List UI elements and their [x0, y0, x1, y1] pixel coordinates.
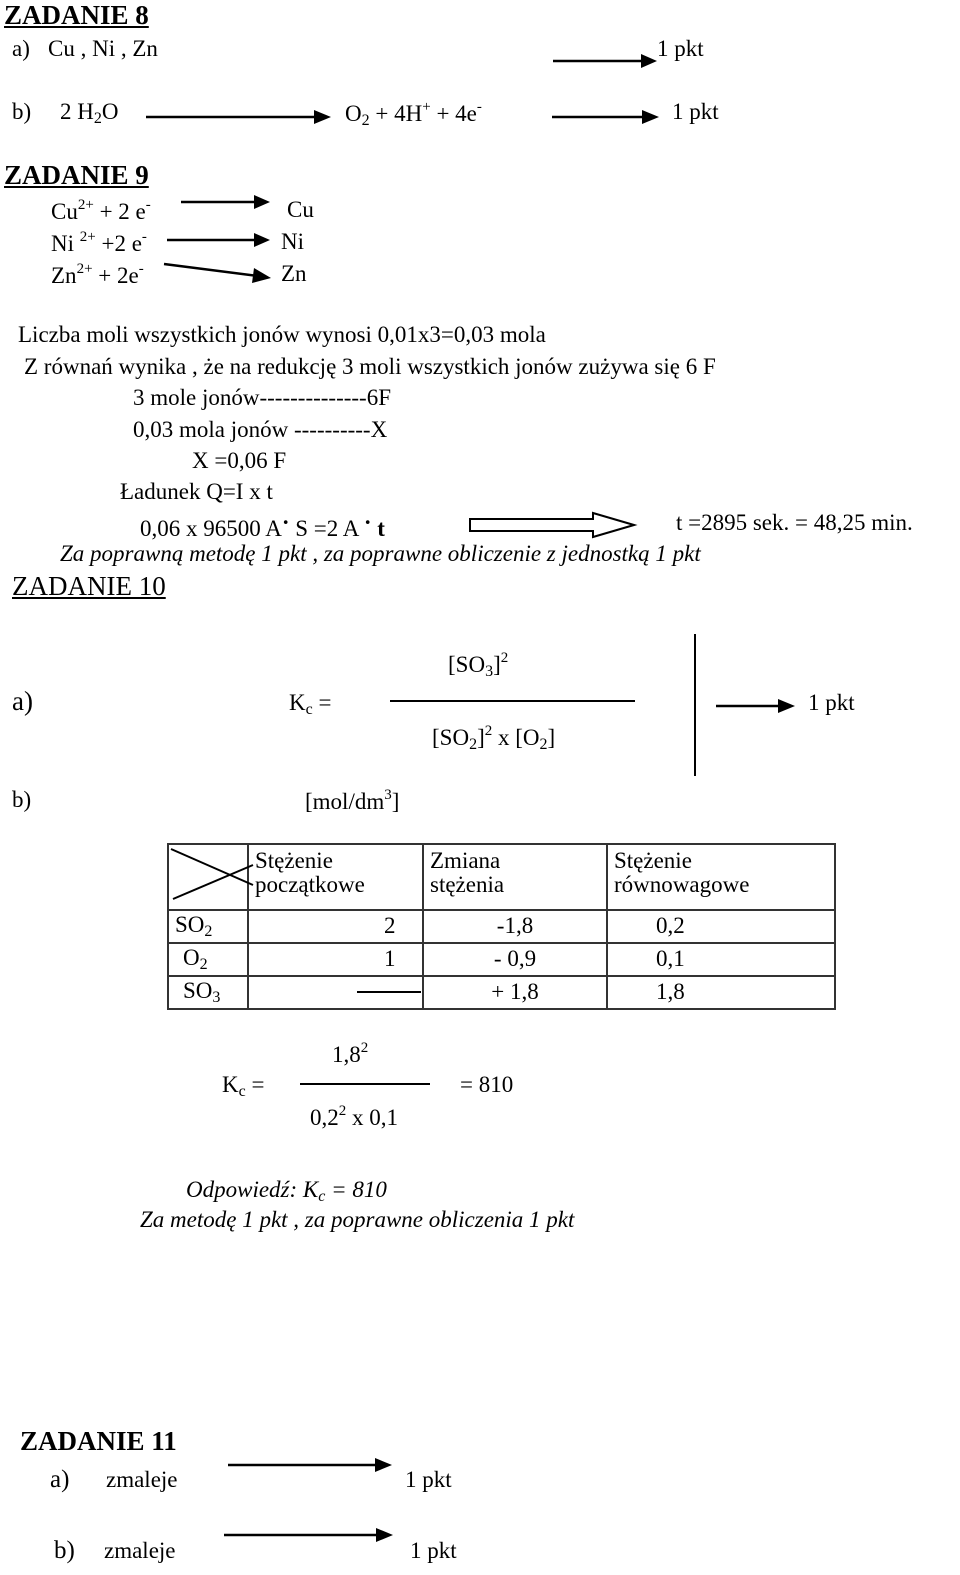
z11-a-points: 1 pkt [405, 1467, 452, 1492]
vertical-divider [694, 634, 696, 776]
table-corner-cell [168, 844, 248, 910]
z9-text-line-1: Liczba moli wszystkich jonów wynosi 0,01x3=0,03 mola [18, 322, 546, 347]
table-row [168, 943, 835, 976]
z8-b-reactant: 2 $H_2O$ [60, 99, 119, 127]
table-cell-substance: $SO_2$ [168, 910, 248, 943]
z10-a-points: 1 pkt [808, 690, 855, 715]
z10-kc-denominator: $[SO_2]^2$ x $[O_2]$ [432, 723, 556, 753]
z11-b-points: 1 pkt [410, 1538, 457, 1563]
table-header-row [168, 844, 835, 910]
table-cell-change: + 1,8 [423, 976, 607, 1009]
table-row [168, 976, 835, 1009]
z8-a-points: 1 pkt [657, 36, 704, 61]
z9-product-cu: Cu [287, 197, 314, 222]
table-cell-equilibrium: 1,8 [607, 976, 835, 1009]
z9-product-zn: Zn [281, 261, 307, 286]
z11-a-label: a) [50, 1466, 70, 1493]
z11-b-label: b) [54, 1537, 75, 1564]
z10-kc-label: $K_c$ = [289, 690, 332, 718]
arrow-right-icon [146, 109, 332, 125]
z10-calc-kc-label: $K_c$ = [222, 1072, 265, 1100]
z10-calc-denominator: $0,2^2$ x 0,1 [310, 1103, 398, 1130]
z10-calc-numerator: $1,8^2$ [332, 1040, 369, 1067]
z10-calc-result: = 810 [460, 1072, 514, 1097]
heading-zadanie-10: ZADANIE 10 [12, 571, 166, 601]
heading-zadanie-9: ZADANIE 9 [4, 160, 149, 190]
z9-reaction-ni: Ni $^{2+}$ +2 e- [51, 229, 147, 256]
z10-answer: Odpowiedź: $K_c = 810$ [186, 1177, 387, 1205]
z10-a-label: a) [12, 686, 33, 716]
hollow-arrow-right-icon [468, 512, 636, 538]
table-cell-substance: $O_2$ [168, 943, 248, 976]
table-cell-initial [248, 976, 423, 1009]
fraction-bar [300, 1083, 430, 1085]
z11-a-answer: zmaleje [106, 1467, 178, 1492]
z9-reaction-zn: $Zn^{2+} + 2e^-$ [51, 261, 144, 288]
table-header-change: Zmiana stężenia [423, 844, 607, 910]
z9-text-line-5: X =0,06 F [192, 448, 287, 473]
table-cell-change: - 0,9 [423, 943, 607, 976]
fraction-bar [390, 700, 635, 702]
z8-b-label: b) [12, 99, 32, 124]
dash-line [357, 991, 421, 993]
z9-text-line-2: Z równań wynika , że na redukcję 3 moli wszystkich jonów zużywa się 6 F [24, 354, 716, 379]
table-header-initial: Stężenie początkowe [248, 844, 423, 910]
z10-scoring-note: Za metodę 1 pkt , za poprawne obliczenia 1 pkt [140, 1207, 575, 1232]
z9-result: t =2895 sek. = 48,25 min. [676, 510, 913, 535]
heading-zadanie-11: ZADANIE 11 [20, 1426, 177, 1456]
arrow-right-icon [553, 53, 658, 69]
z9-charge-equation: 0,06 x 96500 A· S =2 A · t [140, 510, 385, 541]
z10-unit: $[mol/dm^3]$ [305, 787, 400, 814]
z9-text-line-4: 0,03 mola jonów ----------X [133, 417, 388, 442]
arrow-right-icon [224, 1527, 394, 1543]
z11-b-answer: zmaleje [104, 1538, 176, 1563]
z9-text-line-3: 3 mole jonów--------------6F [133, 385, 392, 410]
table-cell-initial: 2 [248, 910, 423, 943]
cross-out-icon [169, 845, 261, 905]
z9-product-ni: Ni [281, 229, 304, 254]
z9-scoring-note: Za poprawną metodę 1 pkt , za poprawne obliczenie z jednostką 1 pkt [60, 541, 701, 566]
table-cell-initial: 1 [248, 943, 423, 976]
z10-kc-numerator: $[SO_3]^2$ [448, 650, 509, 680]
arrow-right-icon [164, 262, 272, 288]
z8-b-points: 1 pkt [672, 99, 719, 124]
equilibrium-table [167, 843, 836, 1010]
z9-text-line-6: Ładunek Q=I x t [120, 479, 273, 504]
arrow-right-icon [716, 698, 796, 714]
arrow-right-icon [181, 194, 271, 210]
z8-a-answer: Cu , Ni , Zn [48, 36, 158, 61]
table-cell-equilibrium: 0,2 [607, 910, 835, 943]
table-row [168, 910, 835, 943]
arrow-right-icon [167, 232, 271, 248]
table-header-equilibrium: Stężenie równowagowe [607, 844, 835, 910]
z8-a-label: a) [12, 36, 30, 61]
z10-b-label: b) [12, 787, 32, 812]
z9-reaction-cu: $Cu^{2+} + 2$ e- [51, 197, 151, 224]
z8-b-products: $O_2 + 4H^+ + 4e^-$ [345, 99, 482, 129]
table-cell-change: -1,8 [423, 910, 607, 943]
arrow-right-icon [552, 109, 660, 125]
table-cell-substance: $SO_3$ [168, 976, 248, 1009]
arrow-right-icon [228, 1457, 393, 1473]
table-cell-equilibrium: 0,1 [607, 943, 835, 976]
heading-zadanie-8: ZADANIE 8 [4, 0, 149, 30]
